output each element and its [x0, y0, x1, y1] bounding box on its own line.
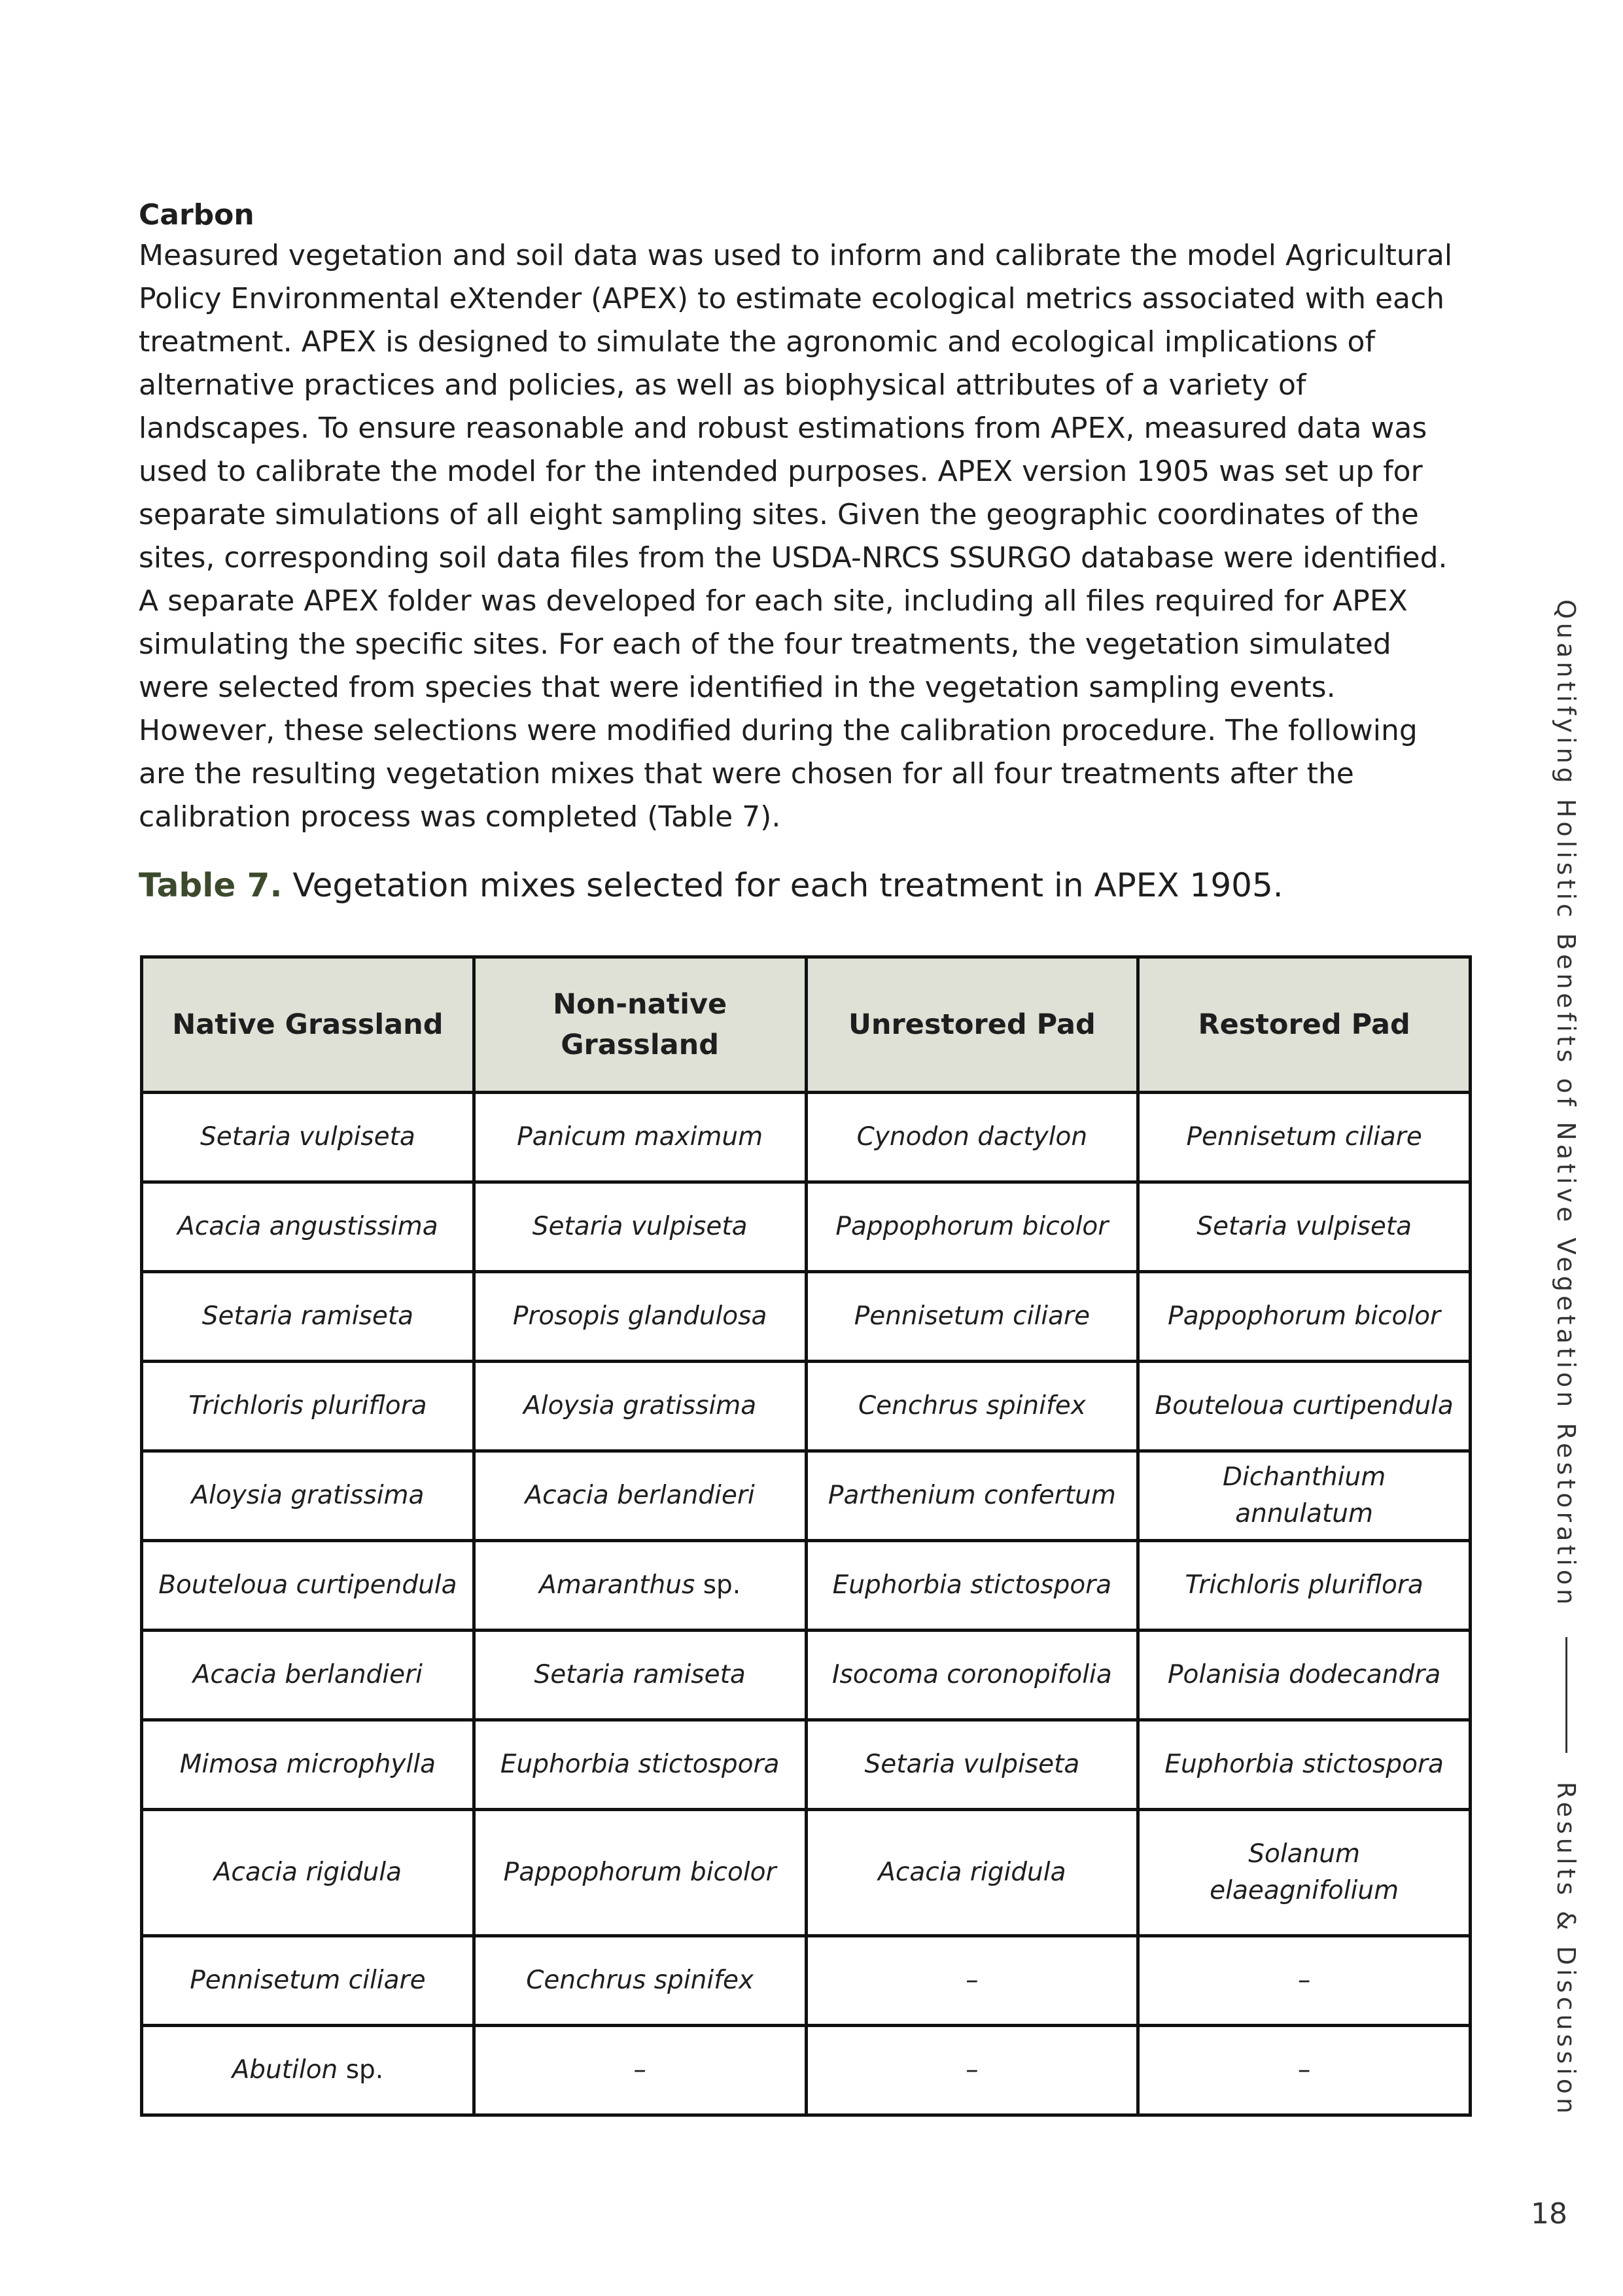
table-cell: Setaria vulpiseta	[474, 1182, 806, 1272]
table-cell: Pappophorum bicolor	[806, 1182, 1138, 1272]
table-row	[142, 1272, 1471, 1362]
table-row	[142, 1093, 1471, 1182]
table-cell: Euphorbia stictospora	[1138, 1720, 1471, 1810]
table-cell: Acacia berlandieri	[474, 1451, 806, 1541]
table-cell: Prosopis glandulosa	[474, 1272, 806, 1362]
table-cell	[142, 2026, 474, 2115]
species-name: Amaranthus	[539, 1570, 695, 1600]
table-cell: Aloysia gratissima	[142, 1451, 474, 1541]
table-cell: Aloysia gratissima	[474, 1362, 806, 1451]
header-native-grassland: Native Grassland	[142, 957, 474, 1093]
table-cell: –	[1138, 2026, 1471, 2115]
table-header-row	[142, 957, 1471, 1093]
running-header-title: Quantifying Holistic Benefits of Native Vegetation Restoration	[1552, 599, 1580, 1609]
table-cell: Trichloris pluriflora	[1138, 1541, 1471, 1631]
table-cell: Parthenium confertum	[806, 1451, 1138, 1541]
table-cell: Euphorbia stictospora	[474, 1720, 806, 1810]
table-cell: Acacia angustissima	[142, 1182, 474, 1272]
table-cell: Euphorbia stictospora	[806, 1541, 1138, 1631]
table-row	[142, 1451, 1471, 1541]
table-cell: Setaria vulpiseta	[1138, 1182, 1471, 1272]
table-cell: –	[806, 2026, 1138, 2115]
table-cell: Acacia berlandieri	[142, 1631, 474, 1720]
species-abbrev: sp.	[345, 2055, 384, 2085]
species-abbrev: sp.	[703, 1570, 741, 1600]
table-cell: Pennisetum ciliare	[142, 1936, 474, 2026]
table-cell: –	[1138, 1936, 1471, 2026]
vegetation-mix-table	[140, 955, 1472, 2117]
table-cell: Panicum maximum	[474, 1093, 806, 1182]
table-cell: Pappophorum bicolor	[474, 1810, 806, 1936]
species-name: Abutilon	[232, 2055, 338, 2085]
table-row	[142, 1182, 1471, 1272]
table-cell: Bouteloua curtipendula	[142, 1541, 474, 1631]
table-cell: Cynodon dactylon	[806, 1093, 1138, 1182]
table-row	[142, 1936, 1471, 2026]
running-header-section: Results & Discussion	[1552, 1781, 1580, 2117]
table-cell: Bouteloua curtipendula	[1138, 1362, 1471, 1451]
body-paragraph: Measured vegetation and soil data was used to inform and calibrate the model Agricultural Policy Environmental eXtender (APEX) to estimate ecological metrics associated with each treatment. APEX is designed to simulate the agronomic and ecological implications of alternative practices and policies, as well as biophysical attributes of a variety of landscapes. To ensure reasonable and robust estimations from APEX, measured data was used to calibrate the model for the intended purposes. APEX version 1905 was set up for separate simulations of all eight sampling sites. Given the geographic coordinates of the sites, corresponding soil data files from the USDA-NRCS SSURGO database were identified. A separate APEX folder was developed for each site, including all files required for APEX simulating the specific sites. For each of the four treatments, the vegetation simulated were selected from species that were identified in the vegetation sampling events. However, these selections were modified during the calibration procedure. The following are the resulting vegetation mixes that were chosen for all four treatments after the calibration process was completed (Table 7).	[139, 239, 1453, 834]
table-cell	[474, 1541, 806, 1631]
table-cell: –	[806, 1936, 1138, 2026]
table-cell: Trichloris pluriflora	[142, 1362, 474, 1451]
table-cell: Setaria ramiseta	[142, 1272, 474, 1362]
running-header-divider	[1565, 1637, 1567, 1753]
table-cell: Setaria vulpiseta	[142, 1093, 474, 1182]
table-cell: Setaria ramiseta	[474, 1631, 806, 1720]
table-cell: Mimosa microphylla	[142, 1720, 474, 1810]
header-non-native-grassland: Non-native Grassland	[474, 957, 806, 1093]
table-row	[142, 1810, 1471, 1936]
table-cell: Acacia rigidula	[142, 1810, 474, 1936]
table-cell: Isocoma coronopifolia	[806, 1631, 1138, 1720]
table-caption-text: Vegetation mixes selected for each treatment in APEX 1905.	[282, 866, 1283, 904]
table-row	[142, 1362, 1471, 1451]
header-unrestored-pad: Unrestored Pad	[806, 957, 1138, 1093]
table-row	[142, 1720, 1471, 1810]
table-cell: Dichanthium annulatum	[1138, 1451, 1471, 1541]
page-number: 18	[1531, 2197, 1567, 2231]
table-cell: Pennisetum ciliare	[806, 1272, 1138, 1362]
table-cell: Pennisetum ciliare	[1138, 1093, 1471, 1182]
running-header	[1546, 599, 1586, 2117]
table-caption-label: Table 7.	[139, 866, 283, 904]
table-cell: Acacia rigidula	[806, 1810, 1138, 1936]
table-cell: –	[474, 2026, 806, 2115]
table-row	[142, 2026, 1471, 2115]
table-row	[142, 1631, 1471, 1720]
table-cell: Cenchrus spinifex	[474, 1936, 806, 2026]
table-cell: Polanisia dodecandra	[1138, 1631, 1471, 1720]
table-cell: Cenchrus spinifex	[806, 1362, 1138, 1451]
table-caption	[139, 862, 1283, 908]
table-row	[142, 1541, 1471, 1631]
section-heading: Carbon	[139, 198, 254, 232]
header-restored-pad: Restored Pad	[1138, 957, 1471, 1093]
table-cell: Pappophorum bicolor	[1138, 1272, 1471, 1362]
table-cell: Setaria vulpiseta	[806, 1720, 1138, 1810]
table-cell: Solanum elaeagnifolium	[1138, 1810, 1471, 1936]
